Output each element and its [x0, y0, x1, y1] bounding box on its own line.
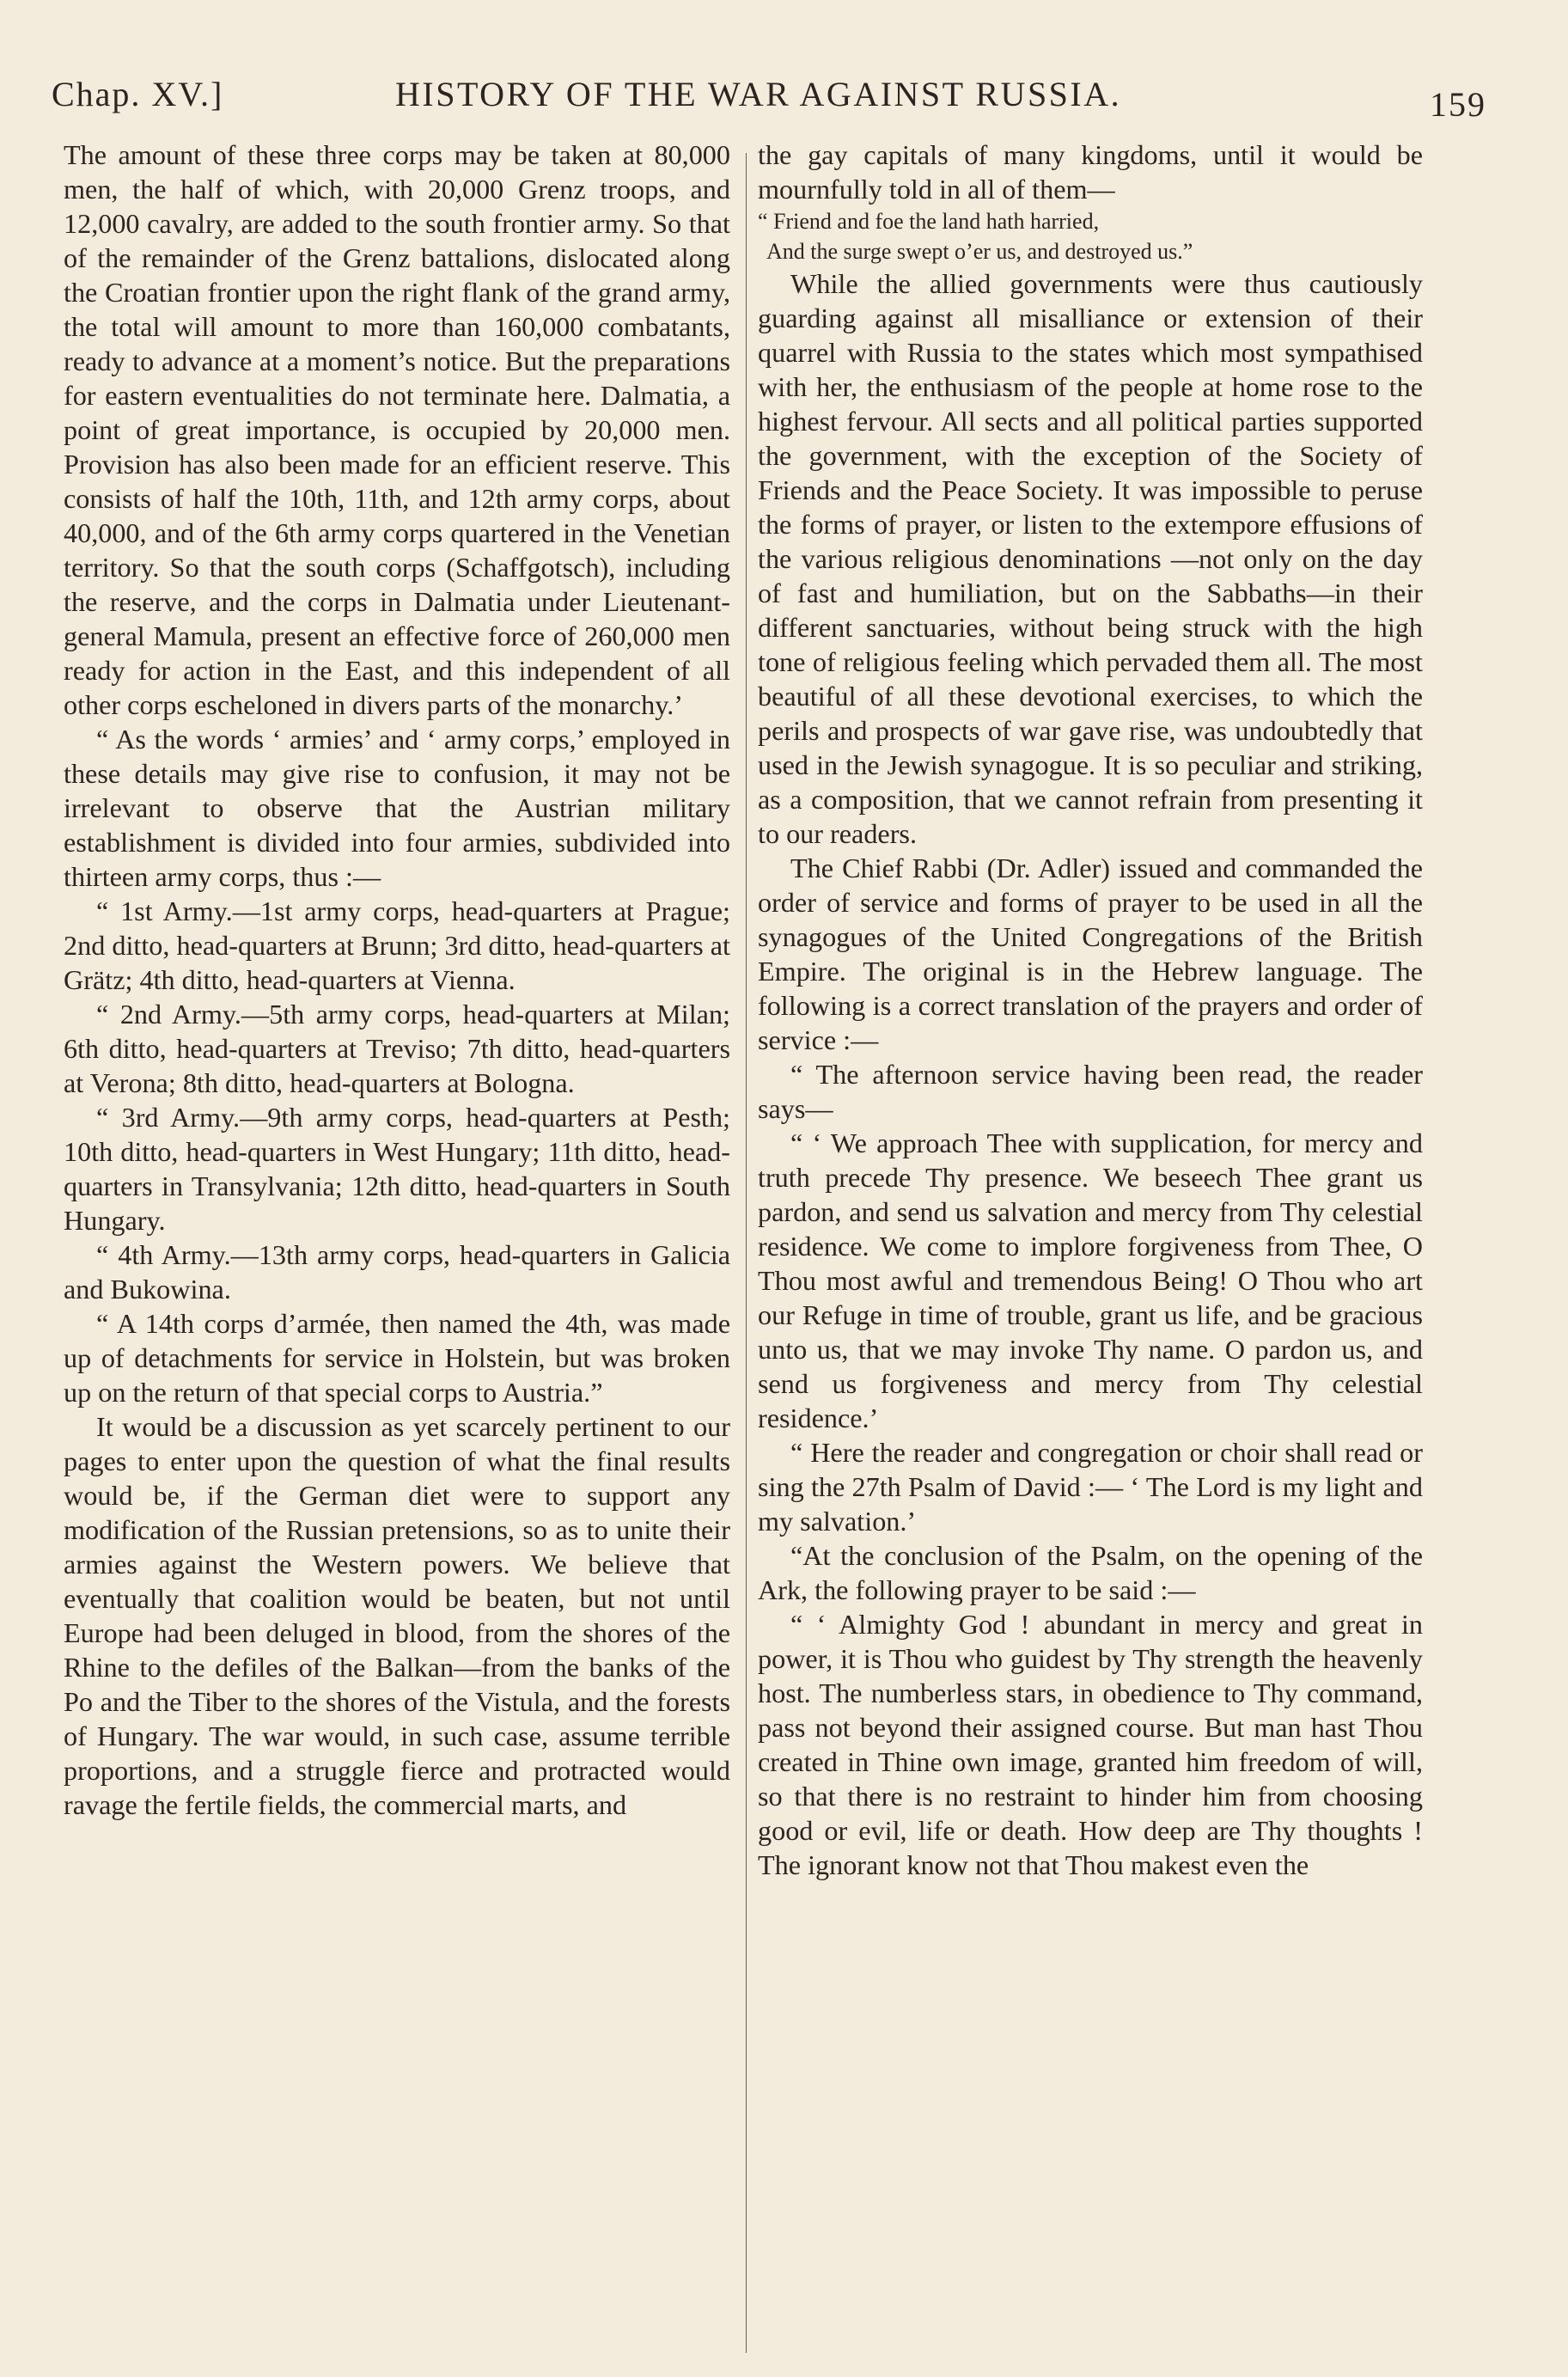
paragraph: “ The afternoon service having been read, the reader says—: [758, 1059, 1423, 1124]
paragraph: the gay capitals of many kingdoms, until it would be mournfully told in all of them—: [758, 139, 1423, 205]
running-header: [52, 74, 1486, 125]
paragraph: The amount of these three corps may be taken at 80,000 men, the half of which, with 20,000 Grenz troops, and 12,000 cavalry, are added to the south frontier army. So that of the remainder of the Grenz battalions, dislocated along the Croatian frontier upon the right flank of the grand army, the total will amount to more than 160,000 combatants, ready to advance at a moment’s notice. But the preparations for eastern eventualities do not terminate here. Dalmatia, a point of great importance, is occupied by 20,000 men. Provision has also been made for an efficient reserve. This consists of half the 10th, 11th, and 12th army corps, about 40,000, and of the 6th army corps quartered in the Venetian territory. So that the south corps (Schaffgotsch), including the reserve, and the corps in Dalmatia under Lieutenant-general Mamula, present an effective force of 260,000 men ready for action in the East, and this independent of all other corps escheloned in divers parts of the monarchy.’: [64, 139, 730, 720]
left-column: [64, 137, 730, 1822]
paragraph: “ 2nd Army.—5th army corps, head-quarters at Milan; 6th ditto, head-quarters at Treviso; 7th ditto, head-quarters at Verona; 8th ditto, head-quarters at Bologna.: [64, 999, 730, 1098]
paragraph: It would be a discussion as yet scarcely pertinent to our pages to enter upon the question of what the final results would be, if the German diet were to support any modification of the Russian pretensions, so as to unite their armies against the Western powers. We believe that eventually that coalition would be beaten, but not until Europe had been deluged in blood, from the shores of the Rhine to the defiles of the Balkan—from the banks of the Po and the Tiber to the shores of the Vistula, and the forests of Hungary. The war would, in such case, assume terrible proportions, and a struggle fierce and protracted would ravage the fertile fields, the commercial marts, and: [64, 1411, 730, 1820]
right-column: [758, 137, 1423, 1882]
paragraph: “ As the words ‘ armies’ and ‘ army corps,’ employed in these details may give rise to confusion, it may not be irrelevant to observe that the Austrian military establishment is divided into four armies, subdivided into thirteen army corps, thus :—: [64, 724, 730, 892]
paragraph: The Chief Rabbi (Dr. Adler) issued and commanded the order of service and forms of prayer to be used in all the synagogues of the United Congregations of the British Empire. The original is in the Hebrew language. The following is a correct translation of the prayers and order of service :—: [758, 852, 1423, 1055]
paragraph: While the allied governments were thus cautiously guarding against all misalliance or extension of their quarrel with Russia to the states which most sympathised with her, the enthusiasm of the people at home rose to the highest fervour. All sects and all political parties supported the government, with the exception of the Society of Friends and the Peace Society. It was impossible to peruse the forms of prayer, or listen to the extempore effusions of the various religious denominations —not only on the day of fast and humiliation, but on the Sabbaths—in their different sanctuaries, without being struck with the high tone of religious feeling which pervaded them all. The most beautiful of all these devotional exercises, to which the perils and prospects of war gave rise, was undoubtedly that used in the Jewish synagogue. It is so peculiar and striking, as a composition, that we cannot refrain from presenting it to our readers.: [758, 268, 1423, 849]
verse-line: And the surge swept o’er us, and destroyed us.”: [766, 239, 1193, 264]
verse-quote: [758, 206, 1423, 266]
paragraph: “ ‘ Almighty God ! abundant in mercy and great in power, it is Thou who guidest by Thy strength the heavenly host. The numberless stars, in obedience to Thy command, pass not beyond their assigned course. But man hast Thou created in Thine own image, granted him freedom of will, so that there is no restraint to hinder him from choosing good or evil, life or death. How deep are Thy thoughts ! The ignorant know not that Thou makest even the: [758, 1609, 1423, 1880]
paragraph: “ 4th Army.—13th army corps, head-quarters in Galicia and Bukowina.: [64, 1239, 730, 1305]
paragraph: “ ‘ We approach Thee with supplication, for mercy and truth precede Thy presence. We beseech Thee grant us pardon, and send us salvation and mercy from Thy celestial residence. We come to implore forgiveness from Thee, O Thou most awful and tremendous Being! O Thou who art our Refuge in time of trouble, grant us life, and be gracious unto us, that we may invoke Thy name. O pardon us, and send us forgiveness and mercy from Thy celestial residence.’: [758, 1127, 1423, 1433]
paragraph: “ A 14th corps d’armée, then named the 4th, was made up of detachments for service in Holstein, but was broken up on the return of that special corps to Austria.”: [64, 1308, 730, 1408]
page-number: 159: [1430, 85, 1486, 124]
paragraph: “ 3rd Army.—9th army corps, head-quarters at Pesth; 10th ditto, head-quarters in West Hungary; 11th ditto, head-quarters in Transylvania; 12th ditto, head-quarters in South Hungary.: [64, 1102, 730, 1236]
column-divider: [746, 153, 747, 2353]
verse-line: “ Friend and foe the land hath harried,: [758, 209, 1100, 234]
paragraph: “At the conclusion of the Psalm, on the opening of the Ark, the following prayer to be said :—: [758, 1540, 1423, 1605]
chapter-label: Chap. XV.]: [52, 75, 224, 113]
running-title: HISTORY OF THE WAR AGAINST RUSSIA.: [395, 75, 1122, 113]
paragraph: “ 1st Army.—1st army corps, head-quarters at Prague; 2nd ditto, head-quarters at Brunn; 3rd ditto, head-quarters at Grätz; 4th ditto, head-quarters at Vienna.: [64, 895, 730, 995]
paragraph: “ Here the reader and congregation or choir shall read or sing the 27th Psalm of David :— ‘ The Lord is my light and my salvation.’: [758, 1437, 1423, 1537]
